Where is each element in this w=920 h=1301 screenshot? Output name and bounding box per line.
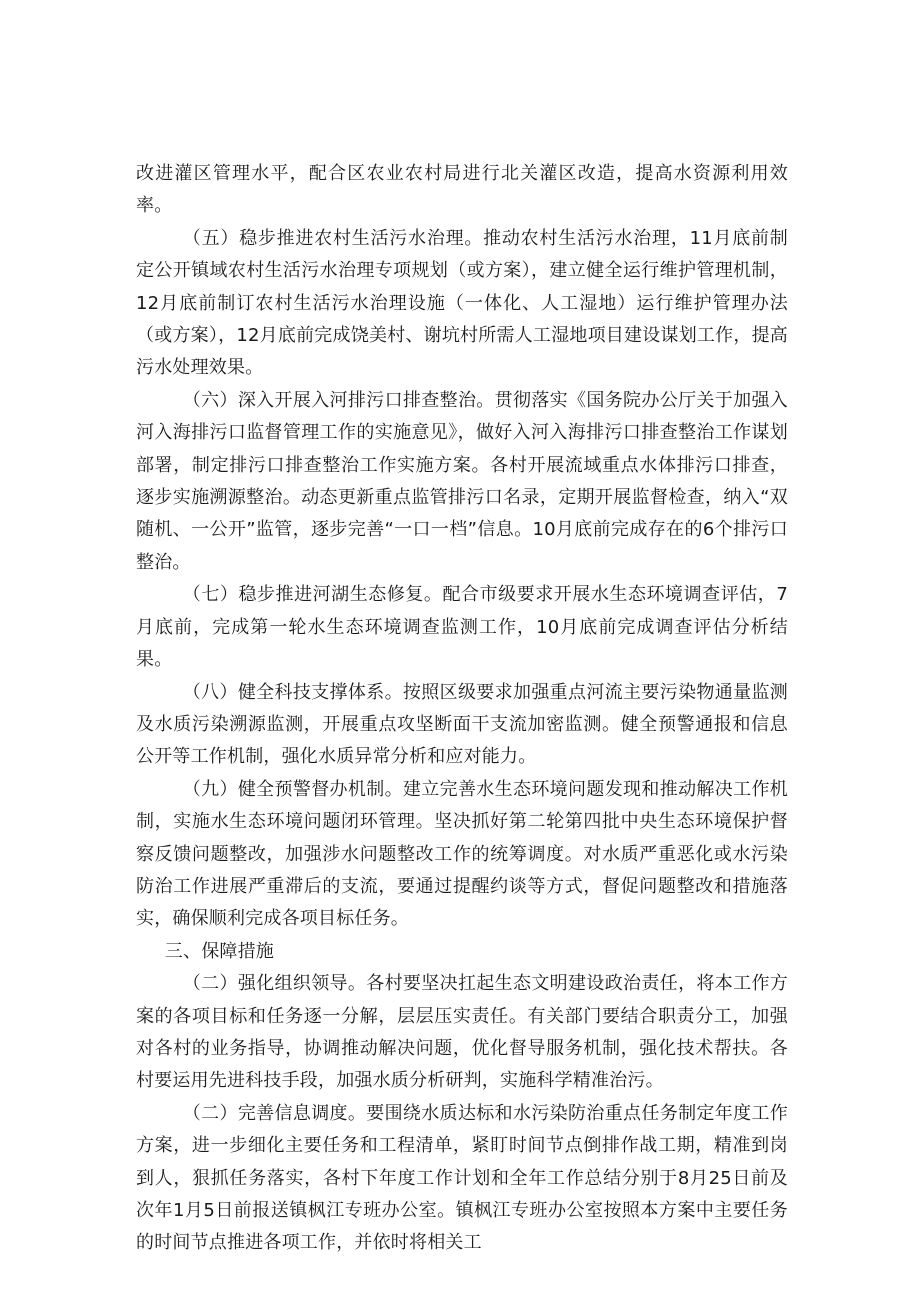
paragraph-outfall-inspection: （六）深入开展入河排污口排查整治。贯彻落实《国务院办公厅关于加强入河入海排污口监督管理工作的实施意见》，做好入河入海排污口排查整治工作谋划部署，制定排污口排查整治工作实施方案。各村开展流域重点水体排污口排查，逐步实施溯源整治。动态更新重点监管排污口名录，定期开展监督检查，纳入“双随机、一公开”监管，逐步完善“一口一档”信息。10月底前完成存在的6个排污口整治。	[136, 389, 788, 573]
paragraph-information-dispatch: （二）完善信息调度。要围绕水质达标和水污染防治重点任务制定年度工作方案，进一步细化主要任务和工程清单，紧盯时间节点倒排作战工期，精准到岗到人，狠抓任务落实，各村下年度工作计划和全年工作总结分别于8月25日前及次年1月5日前报送镇枫江专班办公室。镇枫江专班办公室按照本方案中主要任务的时间节点推进各项工作，并依时将相关工	[136, 1102, 788, 1254]
document-page	[136, 158, 788, 1260]
section-heading-safeguards: 三、保障措施	[164, 940, 274, 962]
paragraph-tech-support: （八）健全科技支撑体系。按照区级要求加强重点河流主要污染物通量监测及水质污染溯源监测，开展重点攻坚断面干支流加密监测。健全预警通报和信息公开等工作机制，强化水质异常分析和应对能力。	[136, 681, 788, 768]
paragraph-organization-leadership: （二）强化组织领导。各村要坚决扛起生态文明建设政治责任，将本工作方案的各项目标和任务逐一分解，层层压实责任。有关部门要结合职责分工，加强对各村的业务指导，协调推动解决问题，优化督导服务机制，强化技术帮扶。各村要运用先进科技手段，加强水质分析研判，实施科学精准治污。	[136, 973, 788, 1092]
paragraph-ecological-restoration: （七）稳步推进河湖生态修复。配合市级要求开展水生态环境调查评估，7月底前，完成第一轮水生态环境调查监测工作，10月底前完成调查评估分析结果。	[136, 584, 788, 671]
paragraph-warning-supervision: （九）健全预警督办机制。建立完善水生态环境问题发现和推动解决工作机制，实施水生态环境问题闭环管理。坚决抓好第二轮第四批中央生态环境保护督察反馈问题整改，加强涉水问题整改工作的统筹调度。对水质严重恶化或水污染防治工作进展严重滞后的支流，要通过提醒约谈等方式，督促问题整改和措施落实，确保顺利完成各项目标任务。	[136, 778, 788, 930]
paragraph-rural-sewage: （五）稳步推进农村生活污水治理。推动农村生活污水治理，11月底前制定公开镇域农村生活污水治理专项规划（或方案），建立健全运行维护管理机制，12月底前制订农村生活污水治理设施（一体化、人工湿地）运行维护管理办法（或方案），12月底前完成饶美村、谢坑村所需人工湿地项目建设谋划工作，提高污水处理效果。	[136, 227, 788, 379]
paragraph-irrigation-continuation: 改进灌区管理水平，配合区农业农村局进行北关灌区改造，提高水资源利用效率。	[136, 163, 788, 217]
